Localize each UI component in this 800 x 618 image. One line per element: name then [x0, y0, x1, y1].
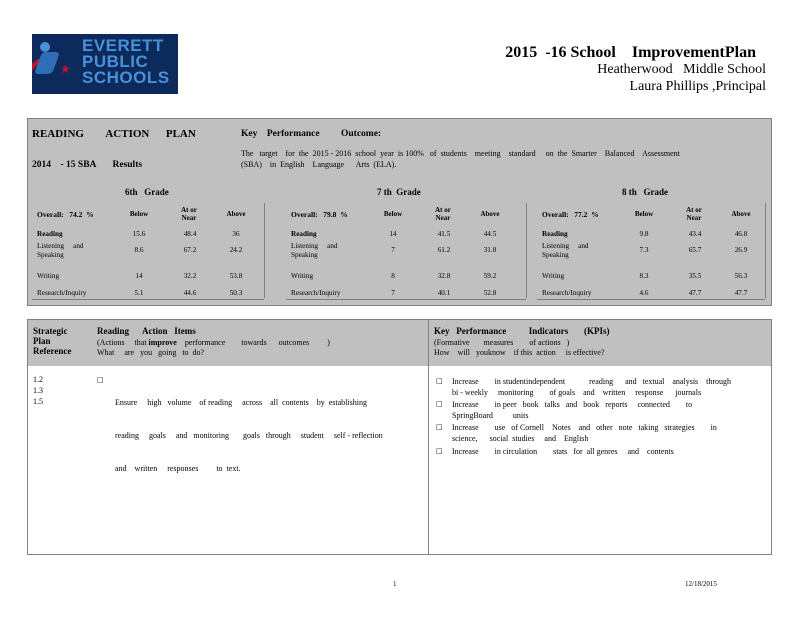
action-items-question: What are you going to do?: [97, 348, 205, 357]
kpi-title: Key Performance Indicators (KPIs): [434, 326, 610, 336]
bullet-icon: □: [436, 423, 443, 431]
bullet-icon: □: [436, 447, 443, 455]
kpi-item: [452, 446, 674, 457]
column-header: Below: [383, 210, 403, 218]
score-value: 31.8: [483, 246, 497, 254]
school-name: Heatherwood Middle School: [597, 62, 766, 77]
reading-action-plan-heading: READING ACTION PLAN: [32, 128, 196, 140]
score-value: 9.8: [639, 230, 649, 238]
logo-text: EVERETT PUBLIC SCHOOLS: [82, 36, 170, 87]
subject-label: Research/Inquiry: [37, 289, 87, 297]
column-header: At or Near: [435, 206, 451, 222]
score-value: 47.7: [734, 289, 748, 297]
kpo-text-line1: The target for the 2015 - 2016 school year is 100% of students meeting standard on the Smarter Balanced Assessment: [241, 149, 680, 158]
score-value: 8: [391, 272, 395, 280]
ref-item: 1.3: [33, 386, 43, 395]
kpi-item: [452, 422, 717, 444]
plan-title: 2015 -16 School ImprovementPlan: [505, 44, 756, 61]
bullet-icon: □: [436, 377, 443, 385]
score-value: 7.3: [639, 246, 649, 254]
page-number: 1: [393, 580, 397, 588]
score-value: 32.8: [437, 272, 451, 280]
sba-results-label: 2014 - 15 SBA Results: [32, 160, 143, 170]
column-header: At or Near: [181, 206, 197, 222]
grade-block-border: [264, 203, 265, 298]
score-value: 48.4: [183, 230, 197, 238]
subject-label: Listening and Speaking: [291, 242, 340, 259]
kpi-line: Increase in peer book talks and book reports connected to: [452, 400, 693, 409]
grade-block-border: [526, 203, 527, 298]
score-value: 4.6: [639, 289, 649, 297]
subject-label: Research/Inquiry: [291, 289, 341, 297]
kpo-label: Key Performance Outcome:: [241, 129, 382, 139]
grade-title: 7 th Grade: [377, 187, 421, 197]
grade-block-border: [537, 299, 765, 300]
score-value: 7: [391, 246, 395, 254]
overall-score: Overall: 74.2 %: [37, 210, 94, 219]
subject-label: Writing: [291, 272, 314, 280]
subject-label: Research/Inquiry: [542, 289, 592, 297]
kpi-line: science, social studies and English: [452, 434, 589, 443]
grade-title: 8 th Grade: [622, 187, 668, 197]
subject-label: Reading: [37, 230, 63, 238]
figure-head-icon: [40, 42, 50, 52]
score-value: 24.2: [229, 246, 243, 254]
subject-label: Reading: [542, 230, 568, 238]
score-value: 32.2: [183, 272, 197, 280]
score-value: 14: [389, 230, 397, 238]
column-header: Above: [480, 210, 500, 218]
score-value: 50.3: [229, 289, 243, 297]
district-logo: [32, 34, 178, 94]
footer-date: 12/18/2015: [685, 580, 717, 588]
column-header: Above: [226, 210, 246, 218]
score-value: 41.5: [437, 230, 451, 238]
score-value: 8.3: [639, 272, 649, 280]
score-value: 36: [232, 230, 240, 238]
score-value: 40.1: [437, 289, 451, 297]
action-items-subtitle: (Actions that improve performance towards outcomes ): [97, 338, 330, 347]
score-value: 46.8: [734, 230, 748, 238]
column-header: At or Near: [686, 206, 702, 222]
score-value: 44.6: [183, 289, 197, 297]
score-value: 7: [391, 289, 395, 297]
strategic-refs: [33, 374, 43, 407]
score-value: 26.9: [734, 246, 748, 254]
kpi-line: Increase in circulation stats for all genres and contents: [452, 447, 674, 456]
kpi-line: Increase use of Cornell Notes and other note taking strategies in: [452, 423, 717, 432]
kpi-line: Increase in studentindependent reading and textual analysis through: [452, 377, 732, 386]
score-value: 56.3: [734, 272, 748, 280]
bullet-icon: □: [436, 400, 443, 408]
principal-name: Laura Phillips ,Principal: [629, 79, 766, 94]
subject-label: Listening and Speaking: [37, 242, 86, 259]
score-value: 53.8: [229, 272, 243, 280]
score-value: 43.4: [688, 230, 702, 238]
grade-block-border: [765, 203, 766, 298]
column-header: Below: [634, 210, 654, 218]
score-value: 5.1: [134, 289, 144, 297]
score-value: 35.5: [688, 272, 702, 280]
kpi-line: bi - weekly monitoring of goals and written response journals: [452, 388, 702, 397]
kpi-line: SpringBoard units: [452, 411, 529, 420]
kpi-subtitle: (Formative measures of actions ): [434, 338, 570, 347]
kpi-item: [452, 376, 731, 398]
score-value: 15.6: [132, 230, 146, 238]
star-icon: ★: [60, 62, 71, 76]
bullet-icon: □: [97, 376, 104, 384]
subject-label: Listening and Speaking: [542, 242, 591, 259]
strategic-plan-reference-label: Strategic Plan Reference: [33, 326, 72, 356]
action-item: Ensure high volume of reading across all contents by establishing reading goals and monitoring goals through student self - reflection and written responses to text.: [115, 398, 383, 473]
ref-item: 1.5: [33, 397, 43, 406]
subject-label: Writing: [542, 272, 565, 280]
grade-block-border: [286, 299, 526, 300]
score-value: 47.7: [688, 289, 702, 297]
score-value: 14: [135, 272, 143, 280]
overall-score: Overall: 79.8 %: [291, 210, 348, 219]
score-value: 67.2: [183, 246, 197, 254]
score-value: 52.8: [483, 289, 497, 297]
score-value: 8.6: [134, 246, 144, 254]
column-divider: [428, 320, 429, 554]
column-header: Below: [129, 210, 149, 218]
column-header: Above: [731, 210, 751, 218]
score-value: 61.2: [437, 246, 451, 254]
kpi-question: How will youknow if this action is effective?: [434, 348, 605, 357]
action-items-title: Reading Action Items: [97, 326, 196, 336]
score-value: 59.2: [483, 272, 497, 280]
score-value: 44.5: [483, 230, 497, 238]
overall-score: Overall: 77.2 %: [542, 210, 599, 219]
score-value: 65.7: [688, 246, 702, 254]
kpo-text-line2: (SBA) in English Language Arts (ELA).: [241, 160, 397, 169]
ref-item: 1.2: [33, 375, 43, 384]
subject-label: Reading: [291, 230, 317, 238]
grade-title: 6th Grade: [125, 187, 169, 197]
kpi-item: [452, 399, 692, 421]
grade-block-border: [32, 299, 264, 300]
subject-label: Writing: [37, 272, 60, 280]
